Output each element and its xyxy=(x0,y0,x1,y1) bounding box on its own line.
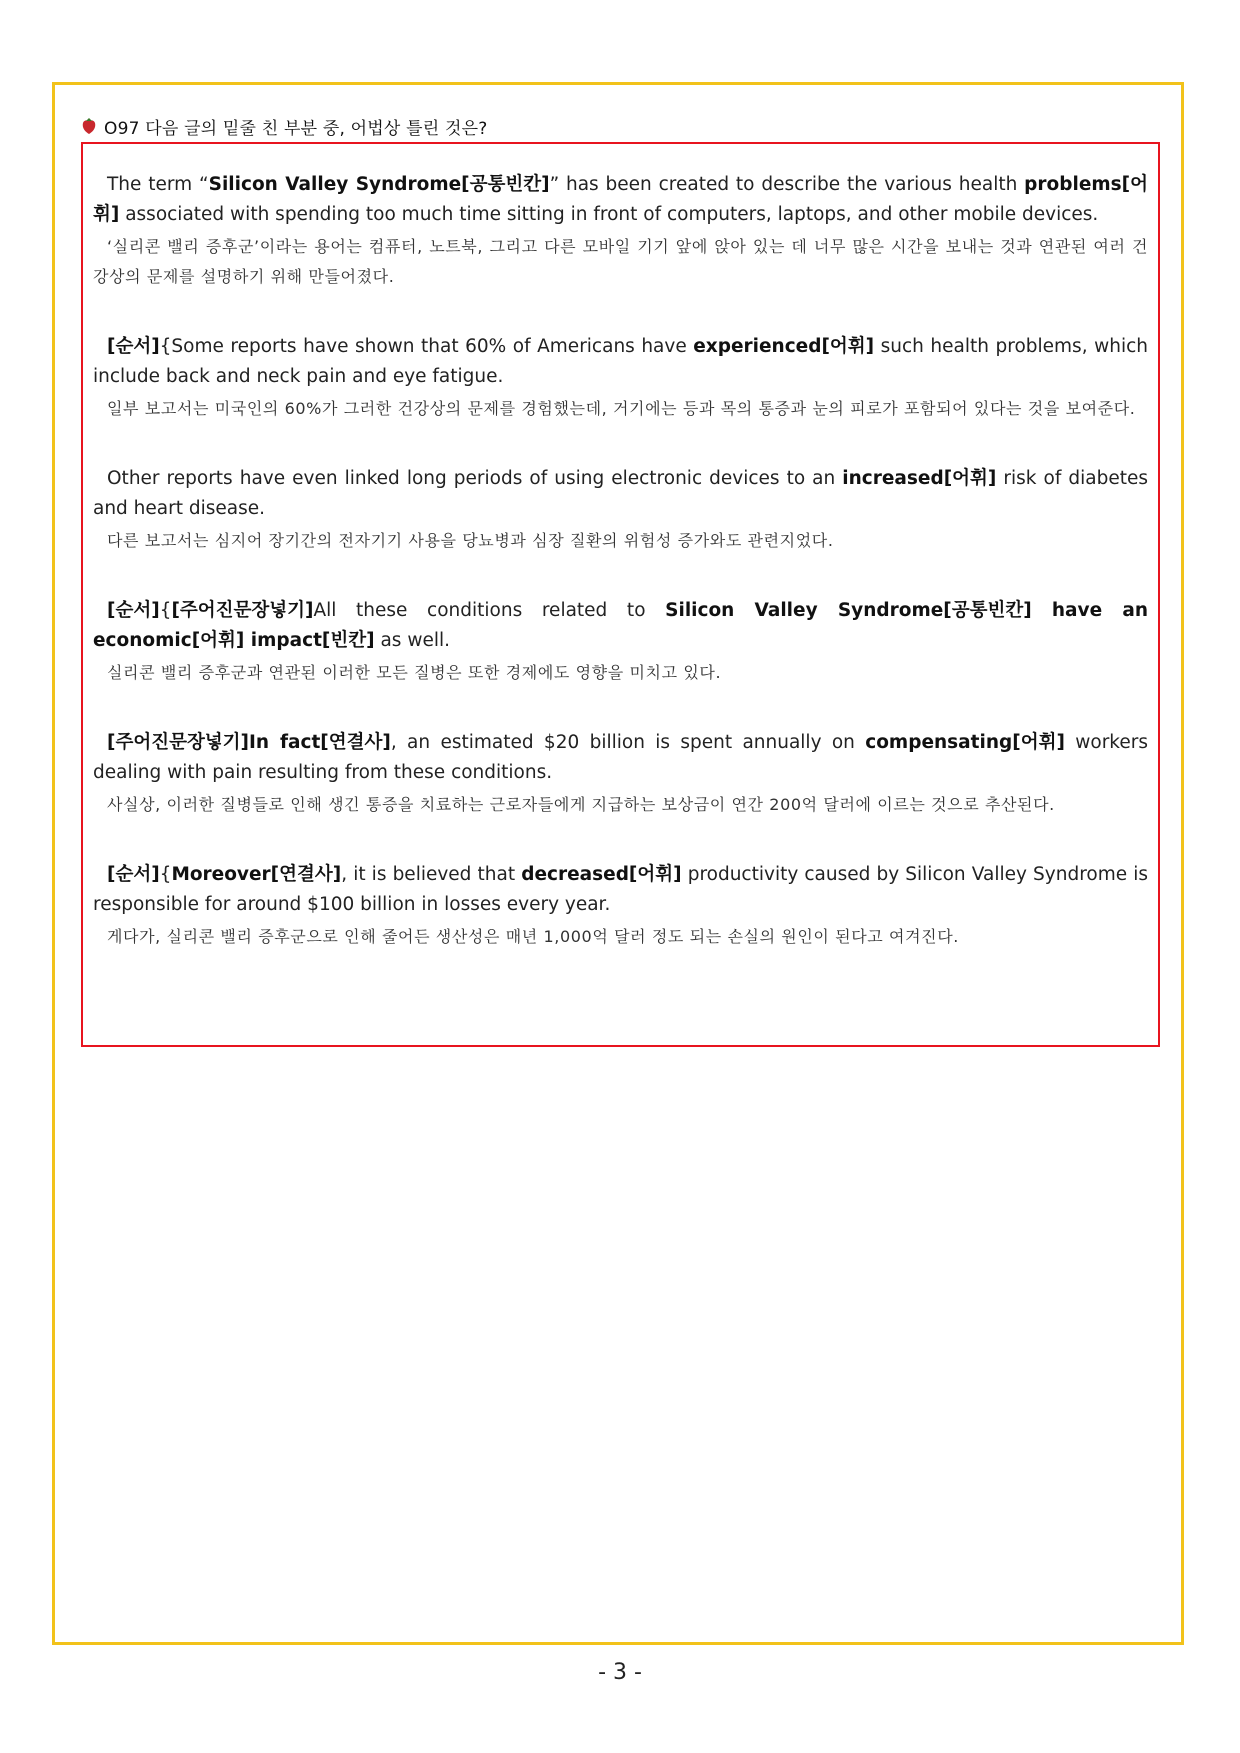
passage-paragraph xyxy=(93,728,1148,820)
english-sentence xyxy=(93,464,1148,524)
annotated-phrase: [주어진문장넣기]In fact[연결사] xyxy=(107,732,391,753)
strawberry-icon xyxy=(82,117,96,135)
sentence-text: { xyxy=(159,600,172,621)
korean-translation: 다른 보고서는 심지어 장기간의 전자기기 사용을 당뇨병과 심장 질환의 위험성 증가와도 관련지었다. xyxy=(107,531,834,550)
korean-translation: 일부 보고서는 미국인의 60%가 그러한 건강상의 문제를 경험했는데, 거기에는 등과 목의 통증과 눈의 피로가 포함되어 있다는 것을 보여준다. xyxy=(107,399,1136,418)
annotated-phrase: problems[어휘] xyxy=(93,174,1148,225)
annotated-phrase: Moreover[연결사] xyxy=(171,864,342,885)
english-sentence xyxy=(93,860,1148,920)
english-sentence xyxy=(93,596,1148,656)
sentence-text: , an estimated $20 billion is spent annually on xyxy=(390,732,866,753)
annotated-phrase: [주어진문장넣기] xyxy=(171,600,314,621)
sentence-text: ” has been created to describe the various health xyxy=(549,174,1025,195)
annotated-phrase: increased[어휘] xyxy=(842,468,997,489)
annotated-phrase: Silicon Valley Syndrome[공통빈칸] xyxy=(208,174,550,195)
passage-paragraph xyxy=(93,860,1148,952)
sentence-text: risk of diabetes and heart disease. xyxy=(93,468,1148,519)
english-sentence xyxy=(93,728,1148,788)
passage-paragraph xyxy=(93,332,1148,424)
korean-translation: ‘실리콘 밸리 증후군’이라는 용어는 컴퓨터, 노트북, 그리고 다른 모바일 기기 앞에 앉아 있는 데 너무 많은 시간을 보내는 것과 연관된 여러 건강상의 문제를 설명하기 위해 만들어졌다. xyxy=(93,237,1148,286)
sentence-text: {Some reports have shown that 60% of Americans have xyxy=(159,336,694,357)
sentence-text: as well. xyxy=(374,630,451,651)
question-header xyxy=(82,112,487,140)
passage-paragraph xyxy=(93,170,1148,292)
passage-paragraph xyxy=(93,596,1148,688)
question-text: O97 다음 글의 밑줄 친 부분 중, 어법상 틀린 것은? xyxy=(104,118,488,139)
annotated-phrase: [순서] xyxy=(107,600,160,621)
annotated-phrase: experienced[어휘] xyxy=(693,336,875,357)
english-sentence xyxy=(93,332,1148,392)
korean-translation: 사실상, 이러한 질병들로 인해 생긴 통증을 치료하는 근로자들에게 지급하는 보상금이 연간 200억 달러에 이르는 것으로 추산된다. xyxy=(107,795,1055,814)
annotated-phrase: compensating[어휘] xyxy=(865,732,1065,753)
sentence-text: productivity caused by Silicon Valley Syndrome is responsible for around $100 billion in losses every year. xyxy=(93,864,1149,915)
sentence-text: The term “ xyxy=(107,174,209,195)
sentence-text: such health problems, which include back and neck pain and eye fatigue. xyxy=(93,336,1148,387)
passage-paragraph xyxy=(93,464,1148,556)
sentence-text: All these conditions related to xyxy=(313,600,666,621)
sentence-text: , it is believed that xyxy=(341,864,522,885)
passage-box xyxy=(81,142,1160,1047)
sentence-text: associated with spending too much time sitting in front of computers, laptops, and other mobile devices. xyxy=(119,204,1099,225)
korean-translation: 실리콘 밸리 증후군과 연관된 이러한 모든 질병은 또한 경제에도 영향을 미치고 있다. xyxy=(107,663,722,682)
passage-paragraphs xyxy=(93,170,1148,952)
page-number: - 3 - xyxy=(598,1660,642,1685)
annotated-phrase: Silicon Valley Syndrome[공통빈칸] have an economic[어휘] impact[빈칸] xyxy=(93,600,1148,651)
annotated-phrase: [순서] xyxy=(107,336,160,357)
annotated-phrase: [순서] xyxy=(107,864,160,885)
english-sentence xyxy=(93,170,1148,230)
korean-translation: 게다가, 실리콘 밸리 증후군으로 인해 줄어든 생산성은 매년 1,000억 달러 정도 되는 손실의 원인이 된다고 여겨진다. xyxy=(107,927,959,946)
annotated-phrase: decreased[어휘] xyxy=(521,864,682,885)
sentence-text: workers dealing with pain resulting from these conditions. xyxy=(93,732,1148,783)
sentence-text: { xyxy=(159,864,172,885)
sentence-text: Other reports have even linked long periods of using electronic devices to an xyxy=(107,468,843,489)
